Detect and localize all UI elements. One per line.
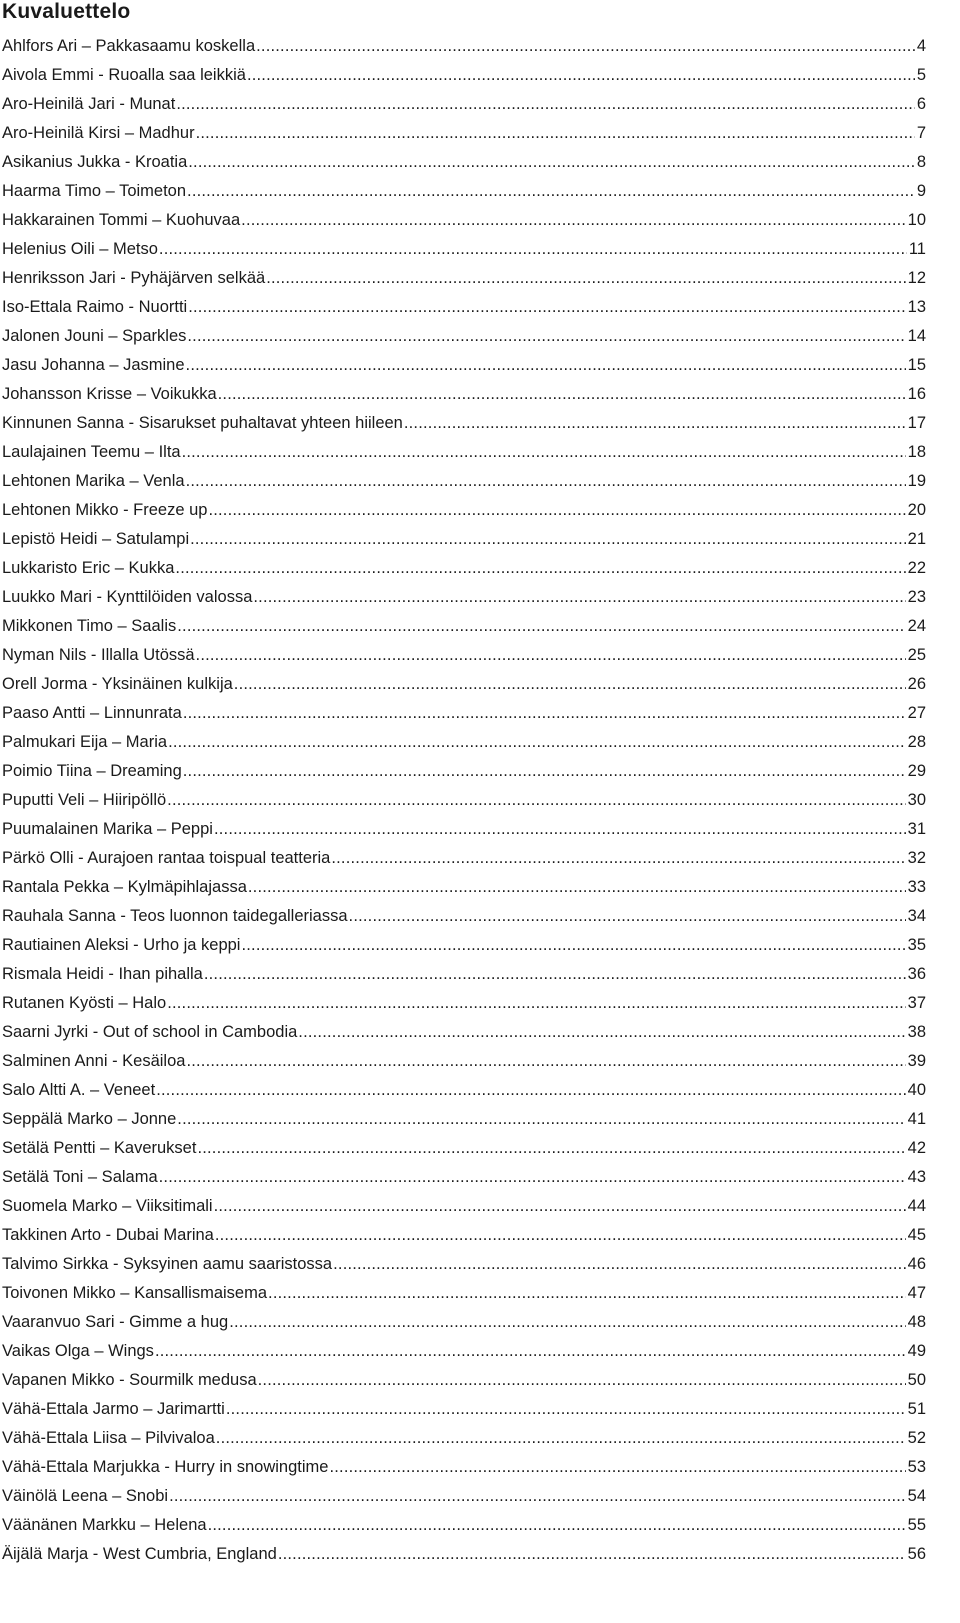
toc-entry[interactable]: [2, 293, 926, 322]
dot-leader: [214, 815, 906, 844]
dot-leader: [204, 960, 906, 989]
toc-entry-page-number: 41: [907, 1110, 926, 1128]
dot-leader: [186, 1047, 905, 1076]
toc-entry[interactable]: [2, 902, 926, 931]
toc-entry-page-number: 55: [907, 1516, 926, 1534]
toc-entry[interactable]: [2, 438, 926, 467]
toc-entry-page-number: 33: [907, 878, 926, 896]
toc-entry-label: Nyman Nils - Illalla Utössä: [2, 646, 195, 664]
dot-leader: [266, 264, 905, 293]
toc-entry[interactable]: [2, 148, 926, 177]
toc-entry-label: Poimio Tiina – Dreaming: [2, 762, 182, 780]
toc-entry[interactable]: [2, 1308, 926, 1337]
toc-entry-page-number: 46: [907, 1255, 926, 1273]
toc-entry-page-number: 4: [916, 37, 926, 55]
toc-entry[interactable]: [2, 322, 926, 351]
dot-leader: [329, 1453, 905, 1482]
toc-entry-label: Äijälä Marja - West Cumbria, England: [2, 1545, 277, 1563]
toc-entry-page-number: 15: [907, 356, 926, 374]
toc-entry-label: Vähä-Ettala Marjukka - Hurry in snowingtime: [2, 1458, 329, 1476]
toc-entry-page-number: 32: [907, 849, 926, 867]
dot-leader: [183, 699, 906, 728]
dot-leader: [256, 32, 915, 61]
toc-entry-label: Vähä-Ettala Liisa – Pilvivaloa: [2, 1429, 215, 1447]
toc-entry-label: Johansson Krisse – Voikukka: [2, 385, 217, 403]
toc-entry[interactable]: [2, 873, 926, 902]
toc-entry-label: Puputti Veli – Hiiripöllö: [2, 791, 167, 809]
toc-entry-label: Rutanen Kyösti – Halo: [2, 994, 167, 1012]
toc-entry-page-number: 17: [907, 414, 926, 432]
toc-entry[interactable]: [2, 1482, 926, 1511]
toc-entry-label: Väinölä Leena – Snobi: [2, 1487, 169, 1505]
dot-leader: [298, 1018, 905, 1047]
toc-entry-label: Rismala Heidi - Ihan pihalla: [2, 965, 203, 983]
toc-entry[interactable]: [2, 1192, 926, 1221]
dot-leader: [155, 1337, 906, 1366]
toc-entry-label: Orell Jorma - Yksinäinen kulkija: [2, 675, 233, 693]
toc-entry[interactable]: [2, 1511, 926, 1540]
document-page: [2, 0, 926, 1563]
toc-entry[interactable]: [2, 1047, 926, 1076]
toc-entry[interactable]: [2, 496, 926, 525]
dot-leader: [176, 90, 915, 119]
toc-entry[interactable]: [2, 1366, 926, 1395]
toc-entry-page-number: 7: [916, 124, 926, 142]
toc-entry[interactable]: [2, 1540, 926, 1569]
dot-leader: [208, 496, 905, 525]
dot-leader: [168, 728, 906, 757]
toc-entry-label: Lukkaristo Eric – Kukka: [2, 559, 175, 577]
dot-leader: [349, 902, 906, 931]
toc-entry-page-number: 47: [907, 1284, 926, 1302]
toc-entry[interactable]: [2, 525, 926, 554]
toc-entry-label: Puumalainen Marika – Peppi: [2, 820, 213, 838]
toc-entry-label: Setälä Pentti – Kaverukset: [2, 1139, 197, 1157]
toc-entry-page-number: 56: [907, 1545, 926, 1563]
toc-entry-label: Aivola Emmi - Ruoalla saa leikkiä: [2, 66, 246, 84]
dot-leader: [258, 1366, 906, 1395]
toc-entry-page-number: 40: [907, 1081, 926, 1099]
toc-entry[interactable]: [2, 177, 926, 206]
toc-entry-label: Iso-Ettala Raimo - Nuortti: [2, 298, 188, 316]
dot-leader: [183, 757, 906, 786]
dot-leader: [177, 1105, 905, 1134]
toc-entry-label: Aro-Heinilä Kirsi – Madhur: [2, 124, 195, 142]
dot-leader: [175, 554, 905, 583]
toc-entry-page-number: 18: [907, 443, 926, 461]
toc-entry[interactable]: [2, 757, 926, 786]
dot-leader: [187, 322, 905, 351]
toc-entry[interactable]: [2, 235, 926, 264]
toc-entry-page-number: 5: [916, 66, 926, 84]
toc-entry-page-number: 35: [907, 936, 926, 954]
toc-entry[interactable]: [2, 1250, 926, 1279]
table-of-contents: [2, 32, 926, 1569]
toc-entry[interactable]: [2, 90, 926, 119]
dot-leader: [167, 989, 905, 1018]
toc-entry-label: Lehtonen Marika – Venla: [2, 472, 185, 490]
toc-entry-page-number: 20: [907, 501, 926, 519]
toc-entry-page-number: 48: [907, 1313, 926, 1331]
dot-leader: [187, 177, 915, 206]
dot-leader: [196, 119, 915, 148]
toc-entry-label: Kinnunen Sanna - Sisarukset puhaltavat yhteen hiileen: [2, 414, 403, 432]
dot-leader: [241, 931, 905, 960]
toc-entry-label: Lepistö Heidi – Satulampi: [2, 530, 190, 548]
dot-leader: [248, 873, 906, 902]
dot-leader: [216, 1424, 906, 1453]
dot-leader: [186, 467, 906, 496]
toc-entry-label: Salo Altti A. – Veneet: [2, 1081, 156, 1099]
toc-entry[interactable]: [2, 699, 926, 728]
toc-entry-label: Palmukari Eija – Maria: [2, 733, 168, 751]
dot-leader: [177, 612, 905, 641]
toc-entry-label: Talvimo Sirkka - Syksyinen aamu saaristossa: [2, 1255, 333, 1273]
dot-leader: [169, 1482, 906, 1511]
toc-entry-label: Vaaranvuo Sari - Gimme a hug: [2, 1313, 229, 1331]
toc-entry-label: Jalonen Jouni – Sparkles: [2, 327, 187, 345]
toc-entry-page-number: 8: [916, 153, 926, 171]
toc-entry[interactable]: [2, 1337, 926, 1366]
toc-entry-label: Hakkarainen Tommi – Kuohuvaa: [2, 211, 241, 229]
dot-leader: [167, 786, 905, 815]
dot-leader: [186, 351, 906, 380]
toc-entry-page-number: 52: [907, 1429, 926, 1447]
page-title: Kuvaluettelo: [2, 0, 131, 23]
toc-entry-page-number: 54: [907, 1487, 926, 1505]
toc-entry-page-number: 13: [907, 298, 926, 316]
toc-entry-label: Seppälä Marko – Jonne: [2, 1110, 177, 1128]
toc-entry[interactable]: [2, 728, 926, 757]
toc-entry-label: Ahlfors Ari – Pakkasaamu koskella: [2, 37, 256, 55]
dot-leader: [234, 670, 906, 699]
dot-leader: [159, 1163, 906, 1192]
toc-entry-label: Aro-Heinilä Jari - Munat: [2, 95, 176, 113]
dot-leader: [278, 1540, 906, 1569]
toc-entry[interactable]: [2, 409, 926, 438]
toc-entry-page-number: 23: [907, 588, 926, 606]
toc-entry-page-number: 26: [907, 675, 926, 693]
toc-entry-label: Asikanius Jukka - Kroatia: [2, 153, 188, 171]
toc-entry-label: Rautiainen Aleksi - Urho ja keppi: [2, 936, 241, 954]
toc-entry-label: Väänänen Markku – Helena: [2, 1516, 207, 1534]
toc-entry-page-number: 24: [907, 617, 926, 635]
toc-entry-label: Toivonen Mikko – Kansallismaisema: [2, 1284, 268, 1302]
toc-entry-page-number: 30: [907, 791, 926, 809]
toc-entry-page-number: 31: [907, 820, 926, 838]
dot-leader: [190, 525, 906, 554]
toc-entry[interactable]: [2, 960, 926, 989]
toc-entry-label: Helenius Oili – Metso: [2, 240, 158, 258]
toc-entry-label: Takkinen Arto - Dubai Marina: [2, 1226, 214, 1244]
toc-entry-label: Rauhala Sanna - Teos luonnon taidegalleriassa: [2, 907, 348, 925]
toc-entry[interactable]: [2, 641, 926, 670]
dot-leader: [196, 641, 906, 670]
dot-leader: [188, 148, 915, 177]
toc-entry[interactable]: [2, 1076, 926, 1105]
toc-entry-label: Suomela Marko – Viiksitimali: [2, 1197, 213, 1215]
toc-entry[interactable]: [2, 1018, 926, 1047]
toc-entry-page-number: 36: [907, 965, 926, 983]
dot-leader: [226, 1395, 906, 1424]
dot-leader: [215, 1221, 906, 1250]
toc-entry-page-number: 14: [907, 327, 926, 345]
toc-entry[interactable]: [2, 61, 926, 90]
dot-leader: [333, 1250, 906, 1279]
toc-entry-page-number: 38: [907, 1023, 926, 1041]
dot-leader: [156, 1076, 905, 1105]
toc-entry-page-number: 39: [907, 1052, 926, 1070]
dot-leader: [241, 206, 905, 235]
toc-entry[interactable]: [2, 351, 926, 380]
toc-entry-label: Vähä-Ettala Jarmo – Jarimartti: [2, 1400, 225, 1418]
toc-entry-label: Lehtonen Mikko - Freeze up: [2, 501, 208, 519]
toc-entry[interactable]: [2, 815, 926, 844]
toc-entry[interactable]: [2, 1395, 926, 1424]
toc-entry-label: Pärkö Olli - Aurajoen rantaa toispual teatteria: [2, 849, 331, 867]
toc-entry[interactable]: [2, 931, 926, 960]
dot-leader: [182, 438, 906, 467]
toc-entry-page-number: 22: [907, 559, 926, 577]
toc-entry[interactable]: [2, 119, 926, 148]
toc-entry-label: Mikkonen Timo – Saalis: [2, 617, 177, 635]
toc-entry-label: Rantala Pekka – Kylmäpihlajassa: [2, 878, 247, 896]
toc-entry-page-number: 27: [907, 704, 926, 722]
toc-entry[interactable]: [2, 206, 926, 235]
toc-entry[interactable]: [2, 844, 926, 873]
toc-entry[interactable]: [2, 380, 926, 409]
dot-leader: [268, 1279, 906, 1308]
toc-entry-label: Paaso Antti – Linnunrata: [2, 704, 182, 722]
toc-entry[interactable]: [2, 1424, 926, 1453]
toc-entry[interactable]: [2, 264, 926, 293]
toc-entry-page-number: 16: [907, 385, 926, 403]
dot-leader: [253, 583, 905, 612]
toc-entry-page-number: 9: [916, 182, 926, 200]
toc-entry-label: Vaikas Olga – Wings: [2, 1342, 154, 1360]
toc-entry[interactable]: [2, 1163, 926, 1192]
toc-entry-page-number: 10: [907, 211, 926, 229]
toc-entry[interactable]: [2, 1453, 926, 1482]
toc-entry[interactable]: [2, 467, 926, 496]
toc-entry-page-number: 51: [907, 1400, 926, 1418]
toc-entry-label: Laulajainen Teemu – Ilta: [2, 443, 181, 461]
toc-entry-label: Henriksson Jari - Pyhäjärven selkää: [2, 269, 266, 287]
dot-leader: [218, 380, 906, 409]
toc-entry-label: Haarma Timo – Toimeton: [2, 182, 187, 200]
dot-leader: [247, 61, 915, 90]
dot-leader: [208, 1511, 906, 1540]
dot-leader: [197, 1134, 905, 1163]
toc-entry-label: Jasu Johanna – Jasmine: [2, 356, 185, 374]
toc-entry[interactable]: [2, 1221, 926, 1250]
toc-entry-label: Setälä Toni – Salama: [2, 1168, 158, 1186]
toc-entry[interactable]: [2, 786, 926, 815]
dot-leader: [404, 409, 906, 438]
dot-leader: [331, 844, 905, 873]
toc-entry-label: Vapanen Mikko - Sourmilk medusa: [2, 1371, 257, 1389]
toc-entry[interactable]: [2, 1105, 926, 1134]
toc-entry-page-number: 11: [908, 240, 926, 258]
toc-entry-page-number: 34: [907, 907, 926, 925]
toc-entry-page-number: 29: [907, 762, 926, 780]
toc-entry-page-number: 19: [907, 472, 926, 490]
toc-entry-page-number: 12: [907, 269, 926, 287]
toc-entry-page-number: 37: [907, 994, 926, 1012]
toc-entry[interactable]: [2, 670, 926, 699]
toc-entry-page-number: 44: [907, 1197, 926, 1215]
toc-entry[interactable]: [2, 1134, 926, 1163]
toc-entry[interactable]: [2, 583, 926, 612]
toc-entry-page-number: 43: [907, 1168, 926, 1186]
toc-entry[interactable]: [2, 612, 926, 641]
toc-entry[interactable]: [2, 554, 926, 583]
dot-leader: [229, 1308, 905, 1337]
dot-leader: [159, 235, 907, 264]
dot-leader: [188, 293, 905, 322]
toc-entry-page-number: 6: [916, 95, 926, 113]
toc-entry-label: Salminen Anni - Kesäiloa: [2, 1052, 186, 1070]
toc-entry[interactable]: [2, 1279, 926, 1308]
toc-entry-page-number: 53: [907, 1458, 926, 1476]
toc-entry-page-number: 45: [907, 1226, 926, 1244]
toc-entry-page-number: 42: [907, 1139, 926, 1157]
toc-entry-page-number: 28: [907, 733, 926, 751]
toc-entry[interactable]: [2, 989, 926, 1018]
toc-entry-page-number: 49: [907, 1342, 926, 1360]
toc-entry-label: Saarni Jyrki - Out of school in Cambodia: [2, 1023, 298, 1041]
toc-entry-label: Luukko Mari - Kynttilöiden valossa: [2, 588, 253, 606]
dot-leader: [214, 1192, 906, 1221]
toc-entry[interactable]: [2, 32, 926, 61]
toc-entry-page-number: 50: [907, 1371, 926, 1389]
toc-entry-page-number: 21: [907, 530, 926, 548]
toc-entry-page-number: 25: [907, 646, 926, 664]
